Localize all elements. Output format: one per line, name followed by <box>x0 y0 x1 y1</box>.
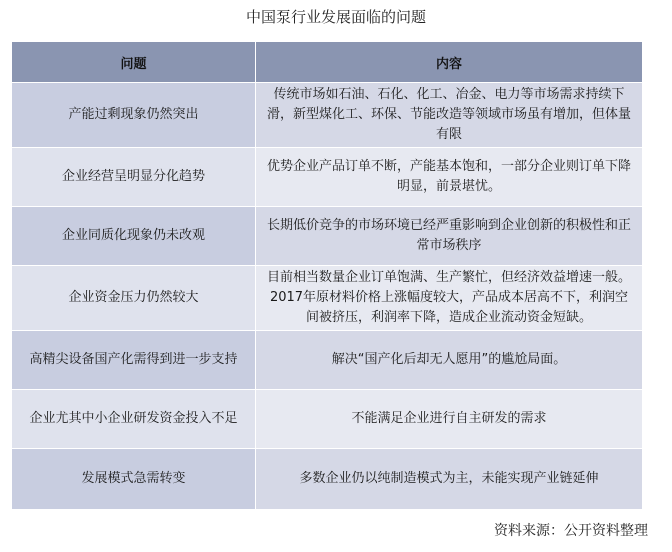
table-row <box>12 449 643 510</box>
issue-cell: 高精尖设备国产化需得到进一步支持 <box>12 331 256 390</box>
table-row <box>12 207 643 266</box>
content-cell: 解决“国产化后却无人愿用”的尴尬局面。 <box>256 331 643 390</box>
issue-cell: 产能过剩现象仍然突出 <box>12 83 256 148</box>
issue-cell: 企业经营呈明显分化趋势 <box>12 148 256 207</box>
content-cell: 优势企业产品订单不断，产能基本饱和，一部分企业则订单下降明显，前景堪忧。 <box>256 148 643 207</box>
issue-cell: 企业尤其中小企业研发资金投入不足 <box>12 390 256 449</box>
issue-cell: 企业同质化现象仍未改观 <box>12 207 256 266</box>
issues-table <box>11 41 643 510</box>
content-cell: 不能满足企业进行自主研发的需求 <box>256 390 643 449</box>
header-content: 内容 <box>256 42 643 83</box>
table-row <box>12 390 643 449</box>
issue-cell: 发展模式急需转变 <box>12 449 256 510</box>
table-title: 中国泵行业发展面临的问题 <box>245 8 426 26</box>
content-cell: 传统市场如石油、石化、化工、冶金、电力等市场需求持续下滑，新型煤化工、环保、节能改造等领域市场虽有增加，但体量有限 <box>256 83 643 148</box>
content-cell: 目前相当数量企业订单饱满、生产繁忙，但经济效益增速一般。2017年原材料价格上涨幅度较大，产品成本居高不下，利润空间被挤压，利润率下降，造成企业流动资金短缺。 <box>256 266 643 331</box>
table-row <box>12 331 643 390</box>
issue-cell: 企业资金压力仍然较大 <box>12 266 256 331</box>
source-note: 资料来源：公开资料整理 <box>494 523 648 539</box>
table-header-row <box>12 42 643 83</box>
table-row <box>12 148 643 207</box>
table-row <box>12 266 643 331</box>
header-issue: 问题 <box>12 42 256 83</box>
table-row <box>12 83 643 148</box>
content-cell: 多数企业仍以纯制造模式为主，未能实现产业链延伸 <box>256 449 643 510</box>
content-cell: 长期低价竞争的市场环境已经严重影响到企业创新的积极性和正常市场秩序 <box>256 207 643 266</box>
